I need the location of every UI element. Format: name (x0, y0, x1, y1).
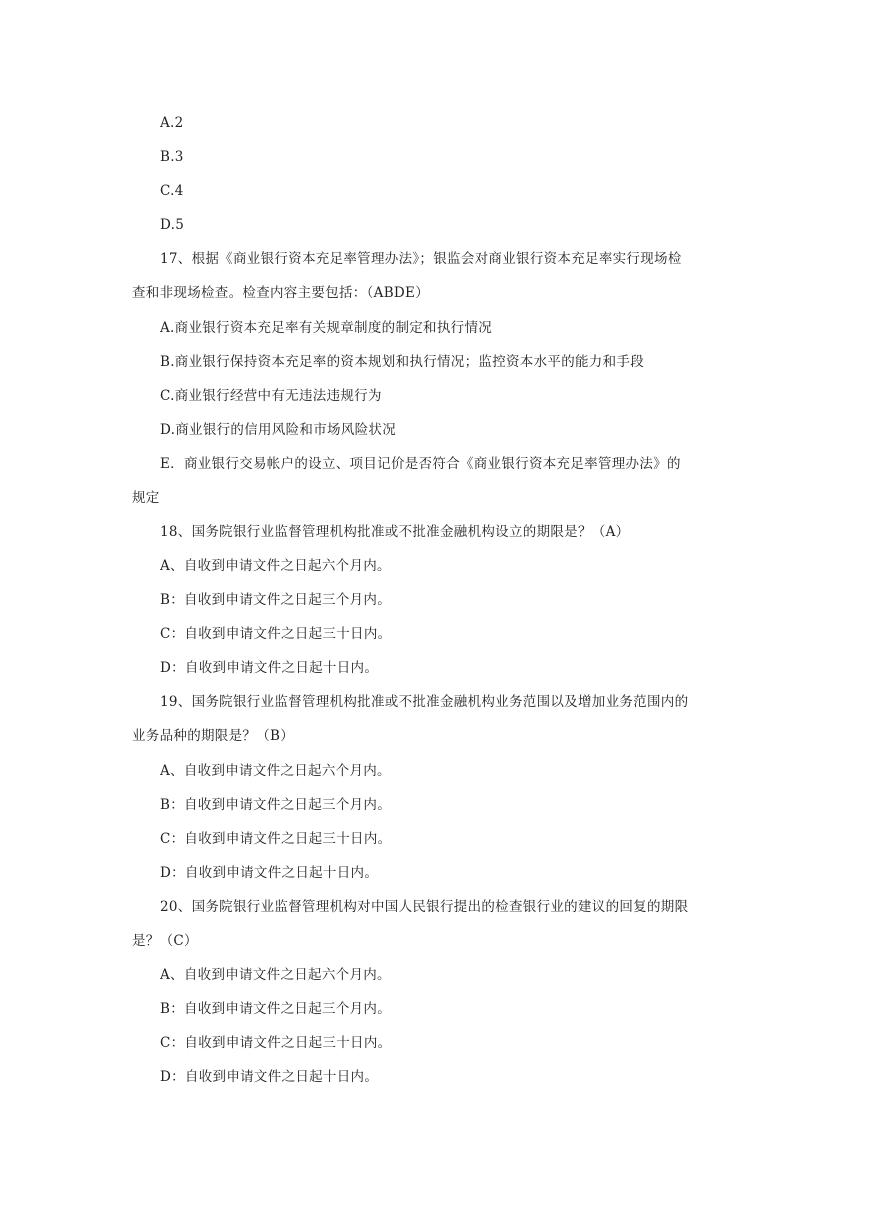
q17-option-d: D.商业银行的信用风险和市场风险状况 (160, 422, 397, 438)
q18-option-b: B：自收到申请文件之日起三个月内。 (160, 592, 392, 608)
q19-option-a: A、自收到申请文件之日起六个月内。 (160, 763, 391, 779)
q17-option-b: B.商业银行保持资本充足率的资本规划和执行情况；监控资本水平的能力和手段 (160, 354, 645, 370)
q17-option-e: E．商业银行交易帐户的设立、项目记价是否符合《商业银行资本充足率管理办法》的 (160, 456, 681, 472)
option-b: B.3 (160, 149, 184, 165)
question-17: 17、根据《商业银行资本充足率管理办法》；银监会对商业银行资本充足率实行现场检 (160, 251, 682, 267)
question-20: 20、国务院银行业监督管理机构对中国人民银行提出的检查银行业的建议的回复的期限 (160, 899, 689, 915)
option-d: D.5 (160, 217, 185, 233)
q17-option-c: C.商业银行经营中有无违法违规行为 (160, 388, 382, 404)
question-20-cont: 是？（C） (132, 933, 198, 949)
question-17-cont: 查和非现场检查。检查内容主要包括：（ABDE） (132, 285, 429, 301)
question-19: 19、国务院银行业监督管理机构批准或不批准金融机构业务范围以及增加业务范围内的 (160, 694, 689, 710)
question-19-cont: 业务品种的期限是？（B） (132, 728, 295, 744)
q17-option-e-cont: 规定 (132, 490, 160, 506)
q19-option-d: D：自收到申请文件之日起十日内。 (160, 865, 379, 881)
q18-option-d: D：自收到申请文件之日起十日内。 (160, 660, 379, 676)
q18-option-a: A、自收到申请文件之日起六个月内。 (160, 558, 391, 574)
q18-option-c: C：自收到申请文件之日起三十日内。 (160, 626, 392, 642)
q20-option-b: B：自收到申请文件之日起三个月内。 (160, 1001, 392, 1017)
q20-option-d: D：自收到申请文件之日起十日内。 (160, 1069, 379, 1085)
q17-option-a: A.商业银行资本充足率有关规章制度的制定和执行情况 (160, 320, 493, 336)
option-c: C.4 (160, 183, 184, 199)
q19-option-c: C：自收到申请文件之日起三十日内。 (160, 831, 392, 847)
q20-option-c: C：自收到申请文件之日起三十日内。 (160, 1035, 392, 1051)
question-18: 18、国务院银行业监督管理机构批准或不批准金融机构设立的期限是？（A） (160, 524, 630, 540)
q19-option-b: B：自收到申请文件之日起三个月内。 (160, 797, 392, 813)
q20-option-a: A、自收到申请文件之日起六个月内。 (160, 967, 391, 983)
option-a: A.2 (160, 115, 184, 131)
